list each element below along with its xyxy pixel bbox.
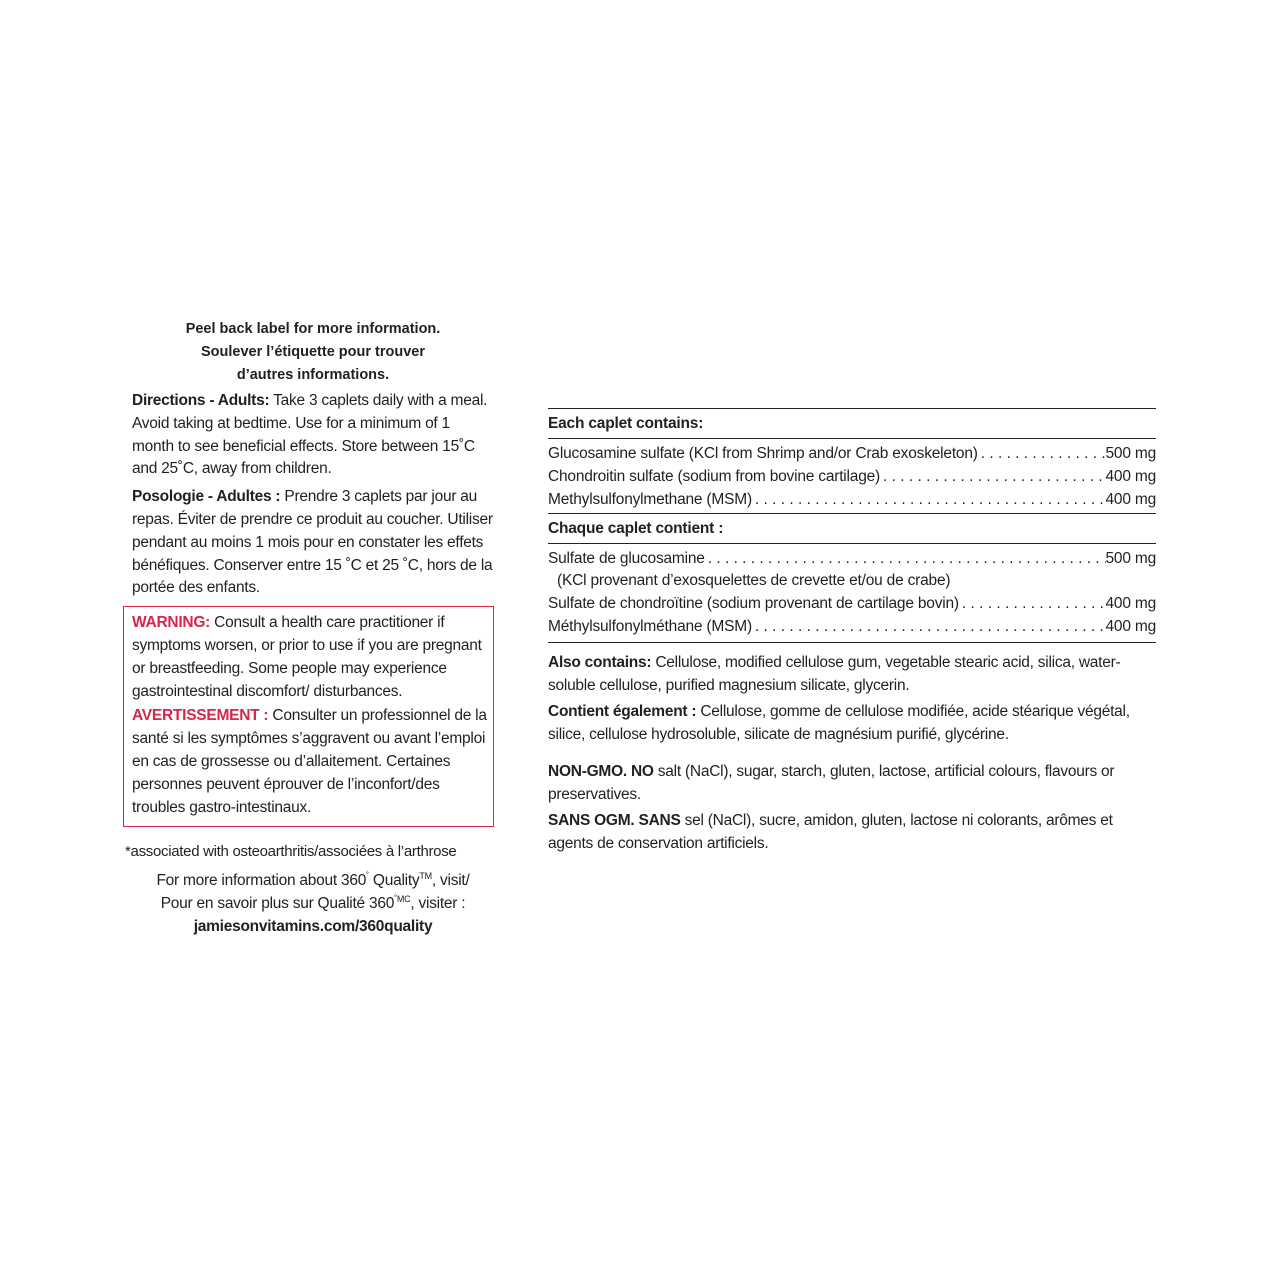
- ingredient-name: Méthylsulfonylméthane (MSM): [548, 618, 752, 635]
- contient-text: Cellulose, gomme de cellulose modifiée, acide stéarique végétal, silice, cellulose hydrosoluble, silicate de magnésium purifié, glycérine.: [548, 703, 1130, 743]
- peel-back-notice: [132, 318, 494, 387]
- sans-ogm-text: sel (NaCl), sucre, amidon, gluten, lactose ni colorants, arômes et agents de conservation artificiels.: [548, 812, 1113, 852]
- non-gmo-text: salt (NaCl), sugar, starch, gluten, lactose, artificial colours, flavours or preservatives.: [548, 763, 1115, 803]
- ingredient-row: [548, 615, 1156, 638]
- ingredient-source-note: (KCl provenant d’exosquelettes de crevette et/ou de crabe): [557, 572, 951, 589]
- also-contains: [548, 651, 1156, 697]
- sans-ogm-label: SANS OGM. SANS: [548, 812, 681, 829]
- ingredient-amount: 400 mg: [1105, 618, 1156, 635]
- avertissement-label: AVERTISSEMENT :: [132, 707, 269, 725]
- ingredient-name: Sulfate de chondroïtine (sodium provenant de cartilage bovin): [548, 595, 959, 612]
- website-link[interactable]: jamiesonvitamins.com/360quality: [193, 918, 433, 936]
- leader-dots: [752, 615, 1106, 638]
- warning-en: [132, 612, 487, 703]
- each-caplet-heading: Each caplet contains:: [548, 409, 1156, 439]
- leader-dots: [978, 442, 1106, 465]
- posologie-adultes: [132, 486, 494, 600]
- more-en-degree: ˚: [366, 871, 369, 882]
- ingredient-row: [548, 547, 1156, 570]
- non-gmo-label: NON-GMO. NO: [548, 763, 654, 780]
- more-info-fr: [132, 892, 494, 915]
- directions-text: Take 3 caplets daily with a meal. Avoid taking at bedtime. Use for a minimum of 1 month to see beneficial effects. Store between 15˚C and 25˚C, away from children.: [132, 392, 488, 478]
- more-en-part1: For more information about 360: [156, 872, 367, 890]
- ingredient-amount: 500 mg: [1105, 445, 1156, 462]
- ingredient-amount: 500 mg: [1105, 550, 1156, 567]
- leader-dots: [880, 465, 1105, 488]
- ingredient-amount: 400 mg: [1105, 468, 1156, 485]
- mc-mark: ˚MC: [394, 894, 411, 905]
- ingredient-row: [548, 488, 1156, 511]
- more-info: [132, 869, 494, 938]
- ingredient-row: [548, 592, 1156, 615]
- ingredient-name: Methylsulfonylmethane (MSM): [548, 491, 752, 508]
- contient-egalement: [548, 700, 1156, 746]
- non-gmo: [548, 760, 1156, 806]
- trademark-mark: TM: [419, 871, 432, 882]
- warning-label: WARNING:: [132, 614, 211, 632]
- ingredient-row: [548, 465, 1156, 488]
- directions-label: Directions - Adults:: [132, 392, 270, 409]
- leader-dots: [705, 547, 1106, 570]
- contient-label: Contient également :: [548, 703, 697, 720]
- ingredients-fr: [548, 544, 1156, 640]
- more-info-en: [132, 869, 494, 892]
- warning-fr: [132, 705, 487, 819]
- ingredient-name: Chondroitin sulfate (sodium from bovine cartilage): [548, 468, 881, 485]
- more-en-part3: , visit/: [431, 872, 470, 890]
- more-fr-part2: , visiter :: [410, 895, 466, 913]
- peel-en: Peel back label for more information.: [185, 321, 441, 337]
- also-contains-label: Also contains:: [548, 654, 652, 671]
- ingredients-en: [548, 439, 1156, 513]
- leader-dots: [752, 488, 1106, 511]
- warning-text: Consult a health care practitioner if symptoms worsen, or prior to use if you are pregnant or breastfeeding. Some people may experience gastrointestinal discomfort/ disturbances.: [132, 614, 482, 700]
- left-column: [125, 318, 494, 938]
- ingredient-name: Glucosamine sulfate (KCl from Shrimp and/or Crab exoskeleton): [548, 445, 978, 462]
- ingredient-amount: 400 mg: [1105, 595, 1156, 612]
- sans-ogm: [548, 809, 1156, 855]
- avertissement-text: Consulter un professionnel de la santé si les symptômes s’aggravent ou avant l’emploi en cas de grossesse ou d’allaitement. Certaines personnes peuvent éprouver de l’inconfort/des troubles gastro-intestinaux.: [132, 707, 487, 816]
- ingredient-row: [548, 442, 1156, 465]
- right-column: [548, 408, 1156, 855]
- warning-box: [123, 606, 494, 827]
- associated-footnote: *associated with osteoarthritis/associées à l’arthrose: [125, 843, 457, 861]
- also-contains-text: Cellulose, modified cellulose gum, vegetable stearic acid, silica, water-soluble cellulose, purified magnesium silicate, glycerin.: [548, 654, 1121, 694]
- posologie-text: Prendre 3 caplets par jour au repas. Éviter de prendre ce produit au coucher. Utiliser pendant au moins 1 mois pour en constater les effets bénéfiques. Conserver entre 15 ˚C et 25 ˚C, hors de la portée des enfants.: [132, 488, 493, 597]
- posologie-label: Posologie - Adultes :: [132, 488, 281, 506]
- more-en-part2: Quality: [368, 872, 420, 890]
- more-fr-part1: Pour en savoir plus sur Qualité 360: [160, 895, 395, 913]
- peel-fr-1: Soulever l’étiquette pour trouver: [201, 344, 425, 360]
- leader-dots: [959, 592, 1106, 615]
- directions-adults: [132, 390, 494, 481]
- peel-fr-2: d’autres informations.: [236, 367, 390, 383]
- ingredient-name: Sulfate de glucosamine: [548, 550, 705, 567]
- chaque-caplet-heading: Chaque caplet contient :: [548, 514, 1156, 544]
- ingredient-amount: 400 mg: [1105, 491, 1156, 508]
